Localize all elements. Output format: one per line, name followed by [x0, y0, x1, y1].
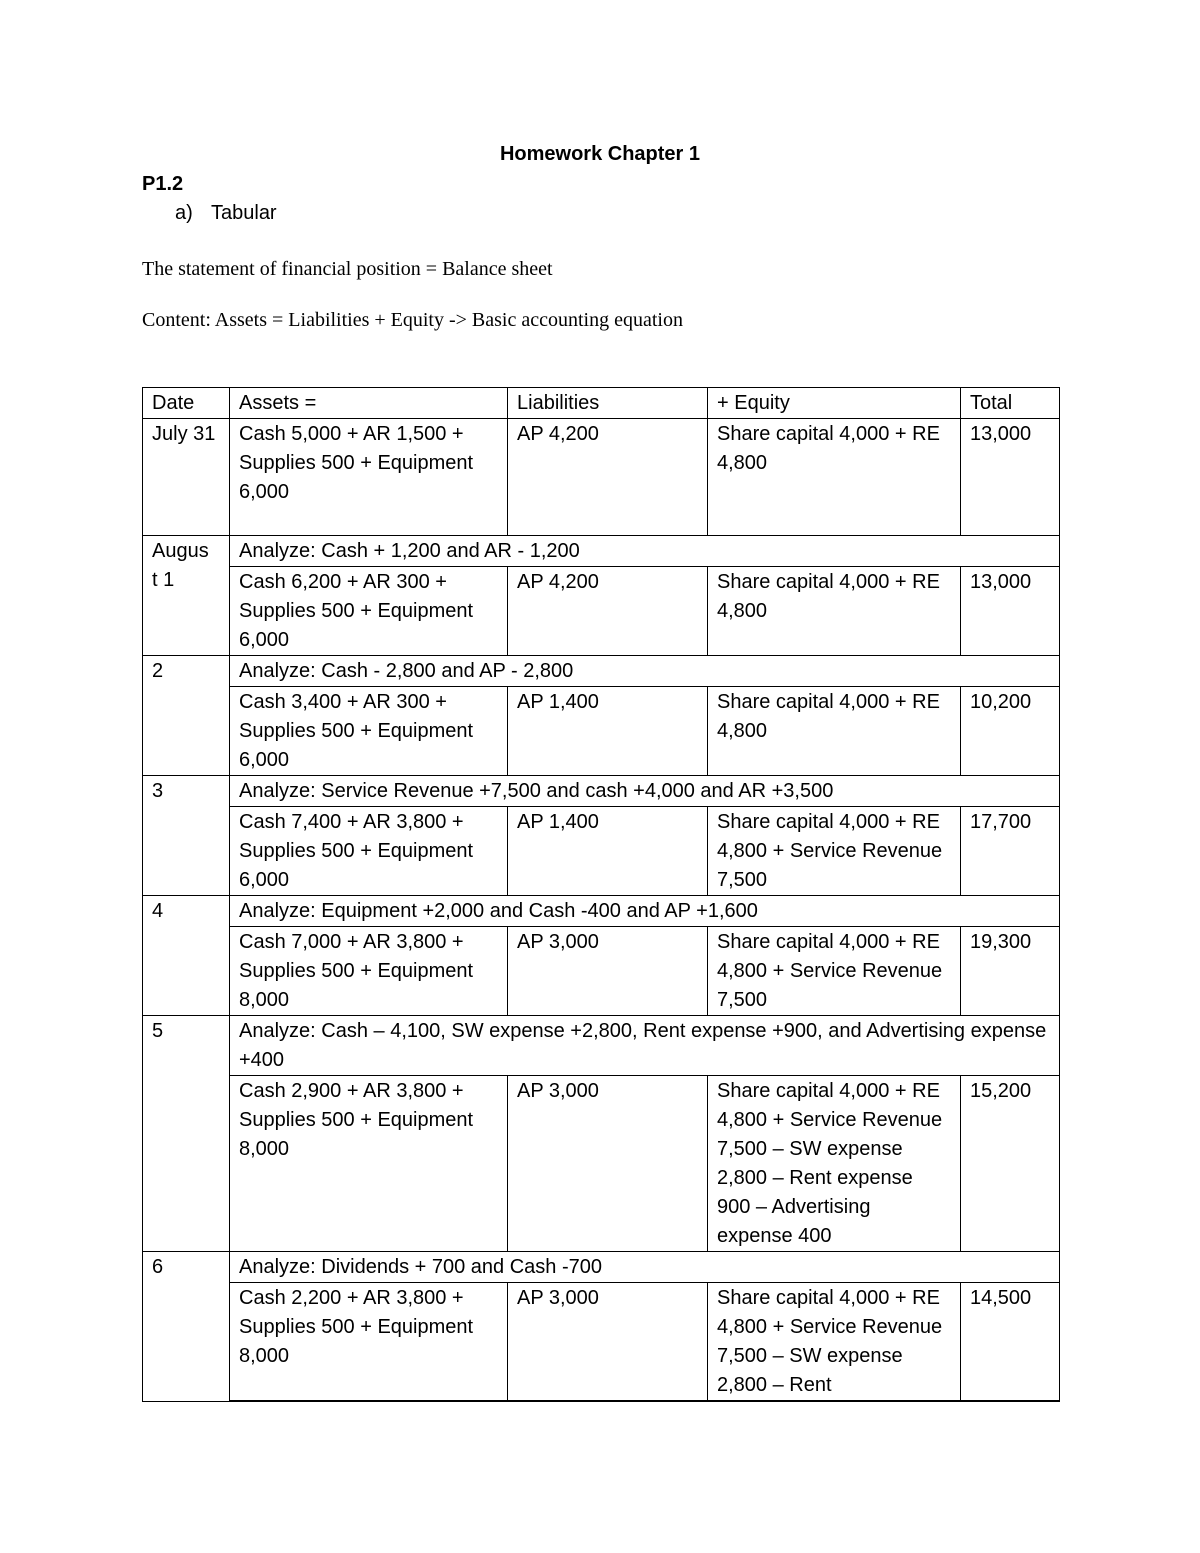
table-row [143, 1076, 1060, 1252]
document-title: Homework Chapter 1 [499, 143, 701, 165]
equity-cell: Share capital 4,000 + RE 4,800 + Service Revenue 7,500 [708, 807, 961, 896]
total-cell: 14,500 [961, 1283, 1060, 1402]
total-cell: 10,200 [961, 687, 1060, 776]
total-cell: 13,000 [961, 567, 1060, 656]
header-total: Total [961, 388, 1060, 419]
assets-cell: Cash 6,200 + AR 300 + Supplies 500 + Equipment 6,000 [230, 567, 508, 656]
analyze-cell: Analyze: Service Revenue +7,500 and cash +4,000 and AR +3,500 [230, 776, 1060, 807]
analyze-row [143, 896, 1060, 927]
assets-cell: Cash 5,000 + AR 1,500 + Supplies 500 + Equipment 6,000 [230, 419, 508, 536]
analyze-cell: Analyze: Cash – 4,100, SW expense +2,800, Rent expense +900, and Advertising expense +400 [230, 1016, 1060, 1076]
liabilities-cell: AP 1,400 [508, 807, 708, 896]
liabilities-cell: AP 4,200 [508, 419, 708, 536]
assets-cell: Cash 7,400 + AR 3,800 + Supplies 500 + Equipment 6,000 [230, 807, 508, 896]
analyze-row [143, 656, 1060, 687]
equity-cell: Share capital 4,000 + RE 4,800 [708, 419, 961, 536]
date-cell: 4 [143, 896, 230, 1016]
date-cell: July 31 [143, 419, 230, 536]
statement-line: The statement of financial position = Balance sheet [142, 258, 553, 280]
assets-cell: Cash 2,200 + AR 3,800 + Supplies 500 + Equipment 8,000 [230, 1283, 508, 1402]
analyze-cell: Analyze: Cash - 2,800 and AP - 2,800 [230, 656, 1060, 687]
date-cell: 5 [143, 1016, 230, 1252]
equity-cell: Share capital 4,000 + RE 4,800 + Service Revenue 7,500 [708, 927, 961, 1016]
date-cell: 6 [143, 1252, 230, 1402]
analyze-row [143, 776, 1060, 807]
accounting-equation-table [142, 387, 1060, 1402]
table-row [143, 807, 1060, 896]
problem-heading: P1.2 [142, 173, 184, 195]
sub-item-label: Tabular [211, 202, 277, 224]
total-cell: 19,300 [961, 927, 1060, 1016]
analyze-cell: Analyze: Dividends + 700 and Cash -700 [230, 1252, 1060, 1283]
liabilities-cell: AP 3,000 [508, 1076, 708, 1252]
header-date: Date [143, 388, 230, 419]
liabilities-cell: AP 4,200 [508, 567, 708, 656]
analyze-row [143, 1016, 1060, 1076]
header-equity: + Equity [708, 388, 961, 419]
equity-cell: Share capital 4,000 + RE 4,800 [708, 687, 961, 776]
table-row [143, 1283, 1060, 1402]
date-cell: 3 [143, 776, 230, 896]
date-cell: 2 [143, 656, 230, 776]
header-assets: Assets = [230, 388, 508, 419]
table-row [143, 419, 1060, 536]
assets-cell: Cash 2,900 + AR 3,800 + Supplies 500 + Equipment 8,000 [230, 1076, 508, 1252]
table-row [143, 927, 1060, 1016]
equity-cell: Share capital 4,000 + RE 4,800 [708, 567, 961, 656]
analyze-cell: Analyze: Cash + 1,200 and AR - 1,200 [230, 536, 1060, 567]
total-cell: 17,700 [961, 807, 1060, 896]
table-row [143, 567, 1060, 656]
liabilities-cell: AP 3,000 [508, 927, 708, 1016]
liabilities-cell: AP 3,000 [508, 1283, 708, 1402]
sub-item-marker: a) [175, 202, 193, 224]
content-line: Content: Assets = Liabilities + Equity -> Basic accounting equation [142, 309, 683, 331]
equity-cell: Share capital 4,000 + RE 4,800 + Service Revenue 7,500 – SW expense 2,800 – Rent expense 900 – Advertising expense 400 [708, 1076, 961, 1252]
analyze-cell: Analyze: Equipment +2,000 and Cash -400 and AP +1,600 [230, 896, 1060, 927]
assets-cell: Cash 7,000 + AR 3,800 + Supplies 500 + Equipment 8,000 [230, 927, 508, 1016]
date-cell: Augus t 1 [143, 536, 230, 656]
header-row [143, 388, 1060, 419]
assets-cell: Cash 3,400 + AR 300 + Supplies 500 + Equipment 6,000 [230, 687, 508, 776]
sub-item [175, 202, 277, 225]
total-cell: 13,000 [961, 419, 1060, 536]
analyze-row [143, 1252, 1060, 1283]
analyze-row [143, 536, 1060, 567]
total-cell: 15,200 [961, 1076, 1060, 1252]
equity-cell: Share capital 4,000 + RE 4,800 + Service Revenue 7,500 – SW expense 2,800 – Rent [708, 1283, 961, 1402]
liabilities-cell: AP 1,400 [508, 687, 708, 776]
header-liabilities: Liabilities [508, 388, 708, 419]
table-row [143, 687, 1060, 776]
